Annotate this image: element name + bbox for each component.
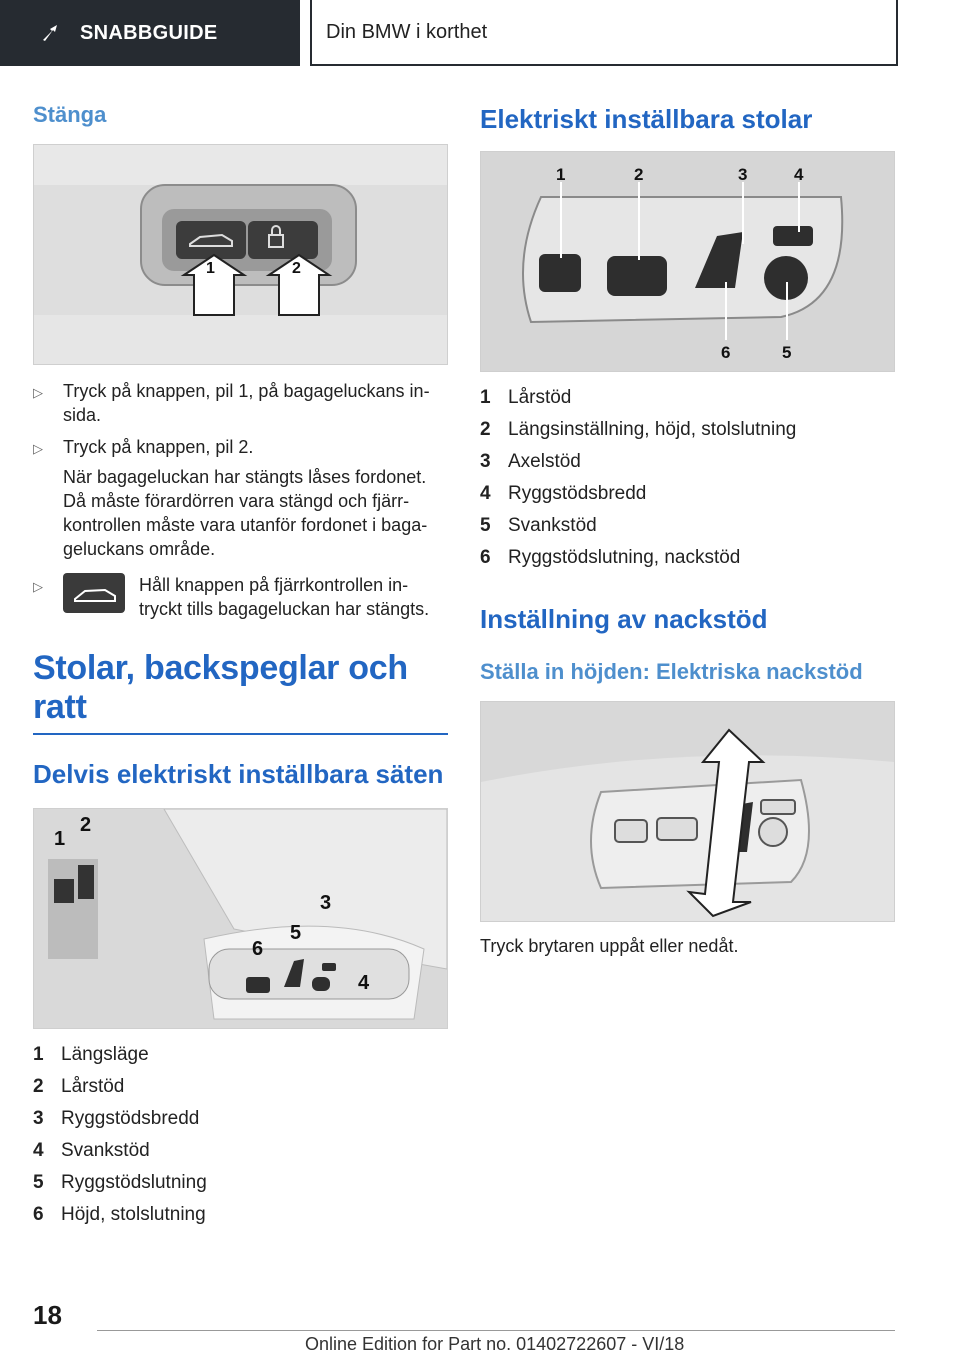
lock-note: När bagageluckan har stängts låses fordonet. Då måste förardörren vara stängd och fjärr-kontrollen måste vara utanför fordonet i baga-geluckans område. bbox=[63, 467, 428, 559]
list-item: 1 Längsläge bbox=[33, 1044, 149, 1065]
electric-figure-label-5: 5 bbox=[782, 343, 792, 362]
footer-divider bbox=[97, 1330, 895, 1331]
list-item: 2 Längsinställning, höjd, stolslutning bbox=[480, 419, 797, 440]
partial-figure-label-3: 3 bbox=[320, 892, 332, 914]
partial-figure-label-4: 4 bbox=[358, 972, 370, 994]
section-tab[interactable] bbox=[0, 0, 300, 66]
headrest-heading: Inställning av nackstöd bbox=[480, 604, 768, 634]
headrest-switch-figure bbox=[480, 701, 895, 922]
page-number: 18 bbox=[33, 1300, 62, 1330]
list-item: 6 Ryggstödslutning, nackstöd bbox=[480, 547, 741, 568]
electric-figure-label-3: 3 bbox=[738, 165, 748, 184]
list-item: 3 Axelstöd bbox=[480, 451, 581, 472]
partial-figure-label-2: 2 bbox=[80, 814, 92, 836]
electric-figure-label-6: 6 bbox=[721, 343, 731, 362]
trunk-close-buttons-figure bbox=[33, 144, 448, 365]
partial-seats-heading: Delvis elektriskt inställbara säten bbox=[33, 759, 444, 789]
partial-seat-figure bbox=[33, 808, 448, 1029]
remote-step-item: ▷ Håll knappen på fjärrkontrollen in-tryckt tills bagageluckan har stängts. bbox=[33, 575, 430, 619]
list-item: 6 Höjd, stolslutning bbox=[33, 1204, 206, 1225]
figure-caption: Tryck brytaren uppåt eller nedåt. bbox=[480, 936, 739, 956]
partial-figure-label-6: 6 bbox=[252, 938, 264, 960]
electric-seat-figure bbox=[480, 151, 895, 372]
partial-figure-label-1: 1 bbox=[54, 828, 66, 850]
height-heading: Ställa in höjden: Elektriska nackstöd bbox=[480, 659, 863, 684]
bullet-triangle-icon: ▷ bbox=[33, 441, 43, 456]
chapter-title: Din BMW i korthet bbox=[326, 20, 488, 43]
edition-footer: Online Edition for Part no. 01402722607 - VI/18 bbox=[305, 1334, 685, 1354]
partial-figure-label-5: 5 bbox=[290, 922, 302, 944]
bullet-triangle-icon: ▷ bbox=[33, 385, 43, 400]
remote-trunk-icon bbox=[63, 573, 125, 613]
electric-figure-label-1: 1 bbox=[556, 165, 566, 184]
list-item: 3 Ryggstödsbredd bbox=[33, 1108, 200, 1129]
right-column bbox=[480, 96, 895, 957]
list-item: 4 Ryggstödsbredd bbox=[480, 483, 647, 504]
electric-figure-label-2: 2 bbox=[634, 165, 644, 184]
list-item: 2 Lårstöd bbox=[33, 1076, 125, 1097]
closing-figure-label-2: 2 bbox=[292, 260, 301, 277]
step-item: ▷ Tryck på knappen, pil 1, på bagageluckans in-sida. bbox=[33, 381, 430, 425]
step-item: ▷ Tryck på knappen, pil 2. bbox=[33, 435, 448, 461]
list-item: 5 Ryggstödslutning bbox=[33, 1172, 207, 1193]
electric-seat-legend bbox=[480, 382, 895, 574]
closing-figure-label-1: 1 bbox=[206, 260, 215, 277]
quick-guide-icon bbox=[40, 22, 62, 44]
bullet-triangle-icon: ▷ bbox=[33, 579, 43, 594]
list-item: 5 Svankstöd bbox=[480, 515, 597, 536]
partial-seat-legend bbox=[33, 1039, 448, 1231]
chapter-tab[interactable] bbox=[310, 0, 898, 66]
list-item: 1 Lårstöd bbox=[480, 387, 572, 408]
chapter-heading: Stolar, backspeglar och ratt bbox=[33, 649, 408, 726]
section-label: SNABBGUIDE bbox=[80, 21, 218, 44]
stanga-heading: Stänga bbox=[33, 102, 107, 127]
list-item: 4 Svankstöd bbox=[33, 1140, 150, 1161]
left-column bbox=[33, 96, 448, 1231]
electric-seats-heading: Elektriskt inställbara stolar bbox=[480, 104, 813, 134]
electric-figure-label-4: 4 bbox=[794, 165, 804, 184]
